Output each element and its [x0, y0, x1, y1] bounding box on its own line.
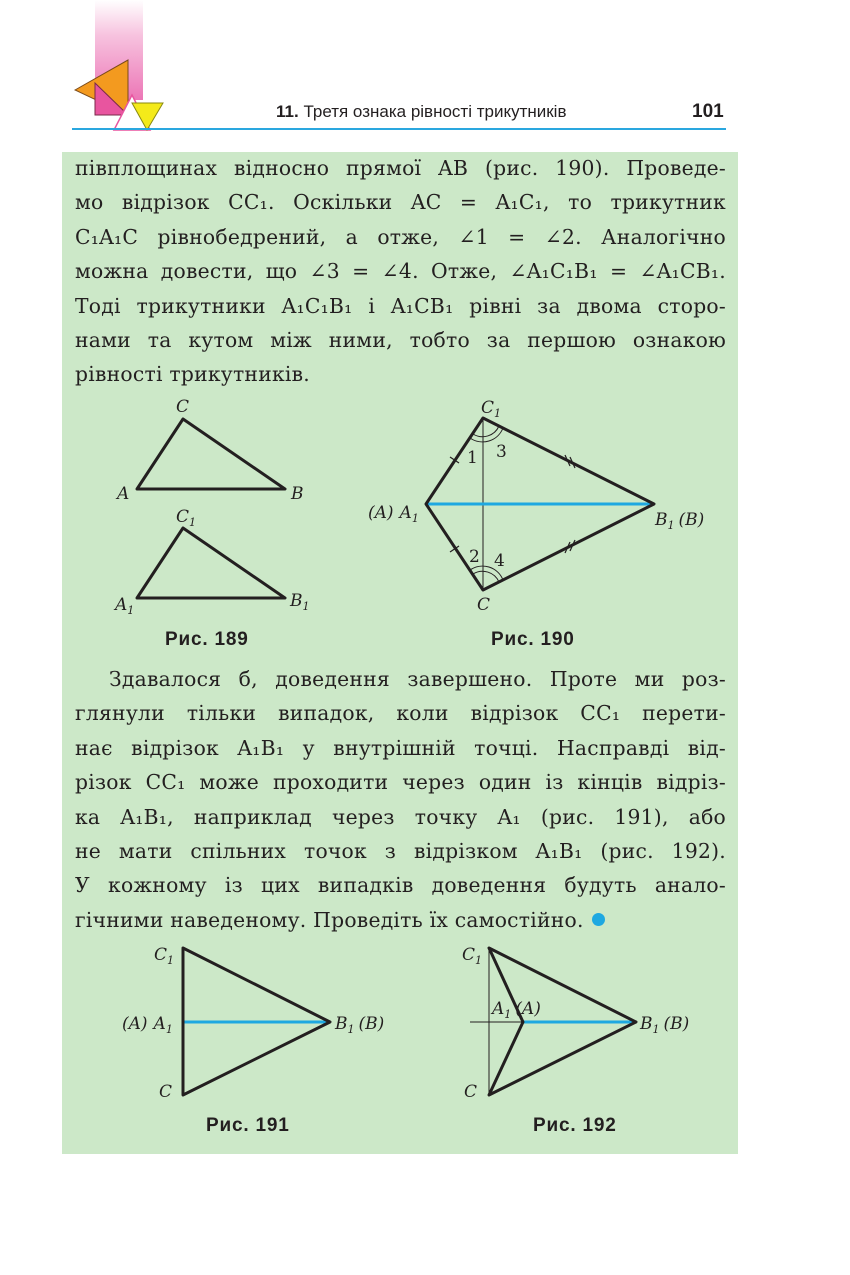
text-line: не мати спільних точок з відрізком A₁B₁ (рис. 192). — [75, 838, 726, 863]
triangle-a1b1c1 — [137, 528, 285, 598]
text-line: Здавалося б, доведення завершено. Проте ми роз- — [109, 667, 726, 691]
figure-192-caption: Рис. 192 — [533, 1115, 617, 1136]
label-a: A — [117, 484, 130, 504]
label-c: C — [176, 397, 190, 417]
section-number: 11. — [276, 102, 299, 121]
section-title: Третя ознака рівності трикутників — [303, 102, 567, 121]
paragraph-1 — [75, 151, 726, 392]
label-angle-2: 2 — [469, 547, 480, 567]
label-a1: (A) $A_1$ — [122, 1014, 173, 1036]
label-c1: $C_1$ — [462, 945, 483, 967]
figure-192 — [455, 940, 730, 1110]
header-divider — [72, 128, 726, 130]
label-c: C — [159, 1082, 173, 1102]
figure-189 — [105, 392, 325, 624]
text-line: нами та кутом між ними, тобто за першою ознакою — [75, 327, 726, 352]
label-a1: $A_1$ — [115, 595, 135, 617]
label-c1: $C_1$ — [176, 507, 197, 529]
text-line: півплощинах відносно прямої AB (рис. 190). Проведе- — [75, 156, 726, 180]
text-line: можна довести, що ∠3 = ∠4. Отже, ∠A₁C₁B₁ = ∠A₁CB₁. — [75, 259, 726, 284]
figure-191-caption: Рис. 191 — [206, 1115, 290, 1136]
label-b1: $B_1$ (B) — [640, 1014, 690, 1036]
label-b1: $B_1$ (B) — [655, 510, 705, 532]
text-line: C₁A₁C рівнобедрений, а отже, ∠1 = ∠2. Аналогічно — [75, 224, 726, 249]
label-c: C — [477, 595, 491, 615]
end-of-proof-dot-icon — [592, 913, 605, 926]
figure-191 — [115, 940, 405, 1110]
text-line: мо відрізок CC₁. Оскільки AC = A₁C₁, то трикутник — [75, 190, 726, 215]
text-line: У кожному із цих випадків доведення будуть анало- — [75, 873, 726, 898]
figure-190-caption: Рис. 190 — [491, 629, 575, 650]
text-line — [75, 903, 726, 937]
figure-190 — [360, 392, 730, 622]
paragraph-2 — [75, 662, 726, 937]
triangle-abc — [137, 419, 285, 489]
label-angle-4: 4 — [494, 551, 505, 571]
text-line: рівності трикутників. — [75, 362, 310, 387]
label-c1: $C_1$ — [481, 398, 502, 420]
text-line: різок CC₁ може проходити через один із кінців відріз- — [75, 770, 726, 795]
label-b1: $B_1$ (B) — [335, 1014, 385, 1036]
text-line-last: гічними наведеному. Проведіть їх самостійно. — [75, 907, 584, 932]
label-b1: $B_1$ — [290, 591, 310, 613]
label-a1: $A_1$ (A) — [492, 999, 541, 1021]
running-header — [276, 102, 567, 122]
label-c: C — [464, 1082, 478, 1102]
triangles-logo-icon — [70, 55, 170, 135]
label-b: B — [291, 484, 304, 504]
text-line: Тоді трикутники A₁C₁B₁ і A₁CB₁ рівні за двома сторо- — [75, 293, 726, 318]
label-angle-1: 1 — [467, 448, 478, 468]
label-a1: (A) $A_1$ — [368, 503, 419, 525]
label-c1: $C_1$ — [154, 945, 175, 967]
label-angle-3: 3 — [496, 442, 507, 462]
text-line: ка A₁B₁, наприклад через точку A₁ (рис. 191), або — [75, 804, 726, 829]
text-line: нає відрізок A₁B₁ у внутрішній точці. Насправді від- — [75, 735, 726, 760]
page-number: 101 — [692, 101, 724, 122]
text-line: глянули тільки випадок, коли відрізок CC₁ перети- — [75, 701, 726, 726]
figure-189-caption: Рис. 189 — [165, 629, 249, 650]
